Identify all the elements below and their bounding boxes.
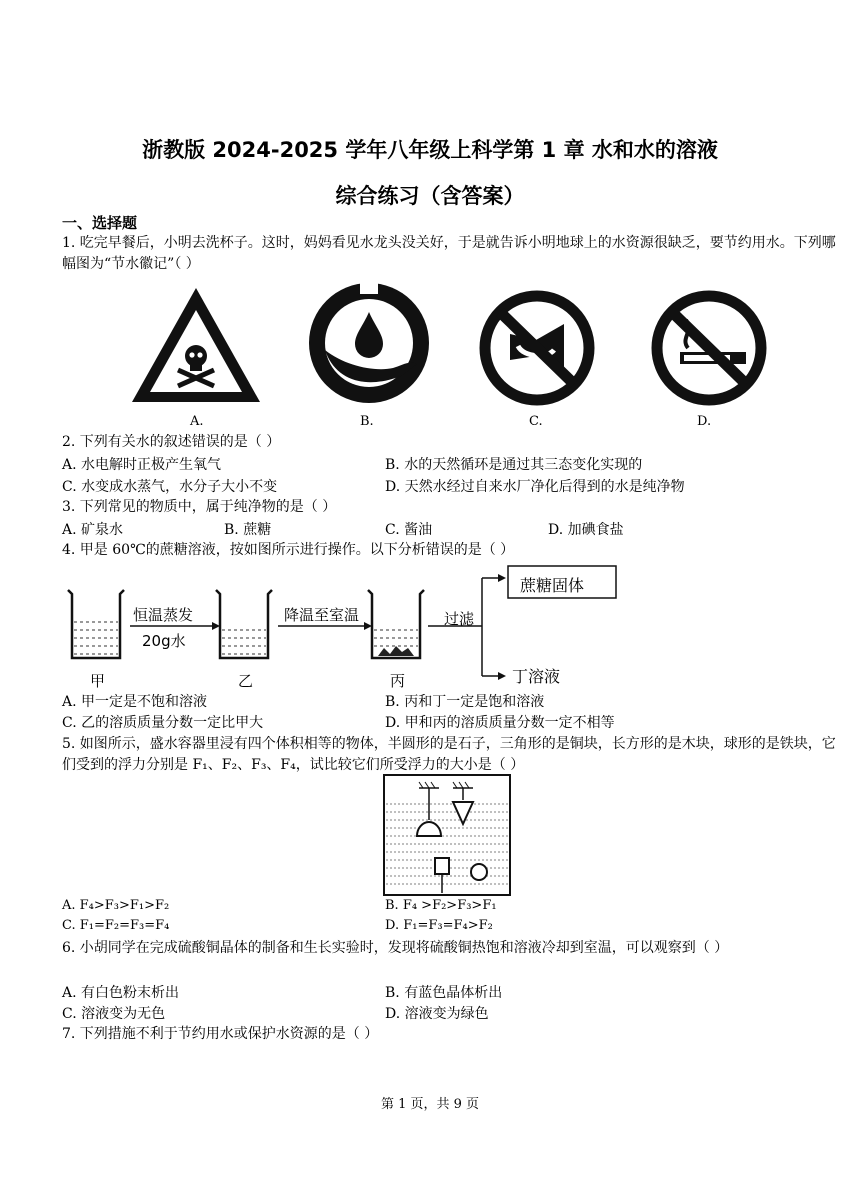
no-smoking-icon [650, 290, 768, 406]
question-7-text: 7. 下列措施不利于节约用水或保护水资源的是（ ） [62, 1026, 379, 1042]
q4-option-d: D. 甲和丙的溶质质量分数一定不相等 [385, 715, 615, 731]
beaker-bing [368, 590, 424, 658]
q4-option-b: B. 丙和丁一定是饱和溶液 [385, 694, 545, 710]
q5-option-a: A. F₄>F₃>F₁>F₂ [62, 898, 170, 913]
question-5-text: 5. 如图所示，盛水容器里浸有四个体积相等的物体，半圆形的是石子，三角形的是铜块，长方形的是木块，球形的是铁块，它们受到的浮力分别是 F₁、F₂、F₃、F₄，试比较它们所受浮力的大小是（ ） [62, 736, 836, 773]
beaker-jia [68, 590, 124, 658]
ding-solution-label: 丁溶液 [512, 667, 561, 686]
question-2-text: 2. 下列有关水的叙述错误的是（ ） [62, 434, 281, 450]
q1-label-b: B. [360, 414, 374, 429]
page-title-line1: 浙教版 2024-2025 学年八年级上科学第 1 章 水和水的溶液 [142, 138, 718, 162]
q4-option-a: A. 甲一定是不饱和溶液 [62, 694, 208, 710]
q6-option-a: A. 有白色粉末析出 [62, 985, 180, 1001]
q6-option-b: B. 有蓝色晶体析出 [385, 985, 503, 1001]
q1-label-c: C. [529, 414, 543, 429]
q6-option-c: C. 溶液变为无色 [62, 1006, 166, 1022]
beaker-bing-label: 丙 [390, 672, 406, 690]
beaker-jia-label: 甲 [90, 672, 106, 690]
skull-warning-icon [126, 282, 266, 408]
section-heading: 一、选择题 [62, 214, 138, 232]
beaker-yi [216, 590, 272, 658]
question-6-text: 6. 小胡同学在完成硫酸铜晶体的制备和生长实验时，发现将硫酸铜热饱和溶液冷却到室温，可以观察到（ ） [62, 940, 729, 956]
page-title-line2: 综合练习（含答案） [335, 184, 525, 208]
question-3-text: 3. 下列常见的物质中，属于纯净物的是（ ） [62, 499, 337, 515]
step-cool-label: 降温至室温 [284, 606, 360, 624]
q4-option-c: C. 乙的溶质质量分数一定比甲大 [62, 715, 264, 731]
q3-option-a: A. 矿泉水 [62, 522, 124, 538]
q1-label-d: D. [697, 414, 712, 429]
q3-option-c: C. 酱油 [385, 522, 433, 538]
q3-option-b: B. 蔗糖 [224, 522, 272, 538]
q3-option-d: D. 加碘食盐 [548, 522, 624, 538]
buoyancy-container-diagram [383, 774, 511, 896]
step-filter-label: 过滤 [444, 610, 475, 628]
step-evaporate-amount: 20g水 [142, 632, 186, 650]
question-1-text: 1. 吃完早餐后，小明去洗杯子。这时，妈妈看见水龙头没关好，于是就告诉小明地球上的水资源很缺乏，要节约用水。下列哪幅图为“节水徽记”（ ） [62, 235, 836, 272]
q1-label-a: A. [190, 414, 204, 429]
q5-option-d: D. F₁=F₃=F₄>F₂ [385, 918, 493, 933]
page-footer: 第 1 页，共 9 页 [380, 1097, 480, 1112]
q6-option-d: D. 溶液变为绿色 [385, 1006, 489, 1022]
q2-option-d: D. 天然水经过自来水厂净化后得到的水是纯净物 [385, 479, 685, 495]
q2-option-a: A. 水电解时正极产生氧气 [62, 457, 222, 473]
question-4-text: 4. 甲是 60℃的蔗糖溶液，按如图所示进行操作。以下分析错误的是（ ） [62, 542, 515, 558]
water-drop-hand-icon [305, 280, 433, 406]
step-evaporate-label: 恒温蒸发 [133, 606, 194, 624]
no-horn-icon [478, 290, 596, 406]
q2-option-c: C. 水变成水蒸气，水分子大小不变 [62, 479, 278, 495]
q2-option-b: B. 水的天然循环是通过其三态变化实现的 [385, 457, 643, 473]
sugar-solid-box-label: 蔗糖固体 [520, 576, 585, 595]
beaker-yi-label: 乙 [238, 672, 254, 690]
q5-option-c: C. F₁=F₂=F₃=F₄ [62, 918, 170, 933]
q5-option-b: B. F₄ >F₂>F₃>F₁ [385, 898, 497, 913]
